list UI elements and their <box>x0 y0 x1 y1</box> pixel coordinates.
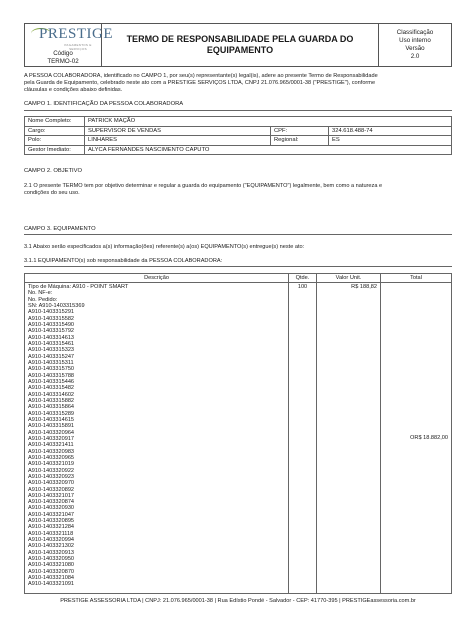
total-cell: OR$ 18.882,00 <box>381 283 452 594</box>
polo-label: Polo: <box>25 136 85 146</box>
description-line: A910-1403315446 <box>28 378 75 385</box>
polo-value: LINHARES <box>85 136 271 146</box>
description-line: A910-1403315291 <box>28 309 75 316</box>
intro-paragraph <box>24 73 452 94</box>
description-line: A910-1403321019 <box>28 461 75 468</box>
version-label: Versão <box>405 45 425 52</box>
description-line: A910-1403320930 <box>28 505 75 512</box>
description-line: A910-1403320922 <box>28 467 75 474</box>
description-line: A910-1403314613 <box>28 334 75 341</box>
description-line: A910-1403321017 <box>28 492 75 499</box>
title-line-2: EQUIPAMENTO <box>206 45 274 55</box>
description-line: A910-1403320895 <box>28 518 75 525</box>
logo-text: PRESTIGE <box>39 26 114 42</box>
description-line: A910-1403315792 <box>28 328 75 335</box>
description-line: A910-1403321047 <box>28 511 75 518</box>
description-line: A910-1403320870 <box>28 568 75 575</box>
description-line: A910-1403320950 <box>28 556 75 563</box>
document-meta <box>379 24 452 67</box>
description-line: A910-1403315891 <box>28 423 75 430</box>
cpf-value: 324.618.488-74 <box>329 126 452 136</box>
description-line: A910-1403315490 <box>28 321 75 328</box>
description-line: A910-1403320892 <box>28 486 75 493</box>
description-line: A910-1403315247 <box>28 353 75 360</box>
description-line: A910-1403320964 <box>28 429 75 436</box>
description-line: A910-1403315582 <box>28 315 75 322</box>
description-line: A910-1403314615 <box>28 416 75 423</box>
description-line: A910-1403315864 <box>28 404 75 411</box>
campo2-line: condições do seu uso. <box>24 190 80 196</box>
document-header <box>24 23 452 67</box>
clause-3-1-1: 3.1.1 EQUIPAMENTO(s) sob responsabilidade da PESSOA COLABORADORA: <box>24 258 223 264</box>
description-line: A910-1403321302 <box>28 543 75 550</box>
logo-subtext: PAGAMENTOS E SERVIÇOS <box>64 43 92 51</box>
cpf-label: CPF: <box>271 126 329 136</box>
campo1-heading: CAMPO 1. IDENTIFICAÇÃO DA PESSOA COLABORADORA <box>24 101 184 107</box>
description-line: SN: A910-1403315369 <box>28 302 85 309</box>
section-divider <box>24 110 452 111</box>
description-line: A910-1403315482 <box>28 385 75 392</box>
description-line: A910-1403315323 <box>28 347 75 354</box>
classification-value: Uso interno <box>399 37 431 44</box>
description-line: A910-1403320983 <box>28 448 75 455</box>
campo2-line: 2.1 O presente TERMO tem por objetivo determinar e regular a guarda do equipamento ("EQUIPAMENTO") legalmente, bem como a natureza e <box>24 183 383 189</box>
description-line: A910-1403320994 <box>28 537 75 544</box>
description-line: A910-1403321284 <box>28 524 75 531</box>
table-row <box>25 283 452 594</box>
table-header-row <box>25 274 452 283</box>
column-header: Descrição <box>25 274 289 283</box>
logo-cell <box>25 24 114 67</box>
column-header: Total <box>381 274 452 283</box>
description-line: A910-1403315311 <box>28 359 74 366</box>
description-line: A910-1403315461 <box>28 340 75 347</box>
description-line: A910-1403321118 <box>28 530 74 537</box>
description-line: A910-1403315788 <box>28 372 75 379</box>
campo3-heading: CAMPO 3. EQUIPAMENTO <box>24 226 96 232</box>
column-header: Valor Unit. <box>317 274 381 283</box>
nome-label: Nome Completo: <box>25 117 85 127</box>
classification-label: Classificação <box>396 29 434 36</box>
description-line: A910-1403321084 <box>28 575 75 582</box>
campo2-heading: CAMPO 2. OBJETIVO <box>24 168 82 174</box>
gestor-label: Gestor Imediato: <box>25 145 85 155</box>
nome-value: PATRICK MAÇÃO <box>85 117 452 127</box>
quantity-cell: 100 <box>289 283 317 594</box>
description-line: A910-1403315289 <box>28 410 75 417</box>
document-title <box>102 24 379 67</box>
description-line: A910-1403320917 <box>28 435 75 442</box>
version-value: 2.0 <box>410 53 420 60</box>
identification-table <box>24 116 452 155</box>
description-line: A910-1403320874 <box>28 499 75 506</box>
section-divider <box>24 234 452 235</box>
code-value: TERMO-02 <box>47 58 79 65</box>
page-footer: PRESTIGE ASSESSORIA LTDA | CNPJ: 21.076.965/0001-38 | Rua Edístio Pondé - Salvador - CEP: 41770-395 | PRESTIGEassessoria.com.br <box>60 598 416 604</box>
company-logo <box>25 24 114 51</box>
description-line: A910-1403320965 <box>28 454 75 461</box>
description-line: A910-1403320913 <box>28 549 75 556</box>
description-cell <box>25 283 289 594</box>
table-row <box>25 136 452 146</box>
cargo-label: Cargo: <box>25 126 85 136</box>
description-line: No. Pedido: <box>28 296 58 303</box>
title-line-1: TERMO DE RESPONSABILIDADE PELA GUARDA DO <box>126 34 354 44</box>
unit-value-cell: R$ 188,82 <box>317 283 381 594</box>
description-line: A910-1403321411 <box>28 442 74 449</box>
description-line: A910-1403320923 <box>28 473 75 480</box>
description-line: A910-1403314602 <box>28 391 75 398</box>
description-line: A910-1403315750 <box>28 366 75 373</box>
intro-line: cláusulas e condições abaixo definidas. <box>24 87 123 93</box>
intro-line: A PESSOA COLABORADORA, identificado no CAMPO 1, por seu(s) representante(s) legal(is), adere ao presente Termo de Responsabilidade <box>24 73 378 79</box>
cargo-value: SUPERVISOR DE VENDAS <box>85 126 271 136</box>
description-line: A910-1403315882 <box>28 397 75 404</box>
description-line: A910-1403321080 <box>28 562 75 569</box>
regional-value: ES <box>329 136 452 146</box>
table-row <box>25 145 452 155</box>
table-row <box>25 117 452 127</box>
description-line: No. NF-e: <box>28 290 53 297</box>
description-line: A910-1403321091 <box>28 581 75 588</box>
section-divider <box>24 266 452 267</box>
code-label: Código <box>53 50 73 57</box>
column-header: Qtde. <box>289 274 317 283</box>
table-row <box>25 126 452 136</box>
gestor-value: ALYCA FERNANDES NASCIMENTO CAPUTO <box>85 145 452 155</box>
equipment-table <box>24 273 452 594</box>
description-line: A910-1403320970 <box>28 480 75 487</box>
regional-label: Regional: <box>271 136 329 146</box>
campo2-paragraph <box>24 183 452 197</box>
clause-3-1: 3.1 Abaixo serão especificados a(s) informação(ões) referente(s) a(os) EQUIPAMENTO(s) entregue(s) neste ato: <box>24 244 305 250</box>
intro-line: pela Guarda de Equipamento, celebrado neste ato com a PRESTIGE SERVIÇOS LTDA, CNPJ 21.076.965/0001-38 ("PRESTIGE"), conforme <box>24 80 376 86</box>
description-line: Tipo de Máquina: A910 - POINT SMART <box>28 284 129 290</box>
